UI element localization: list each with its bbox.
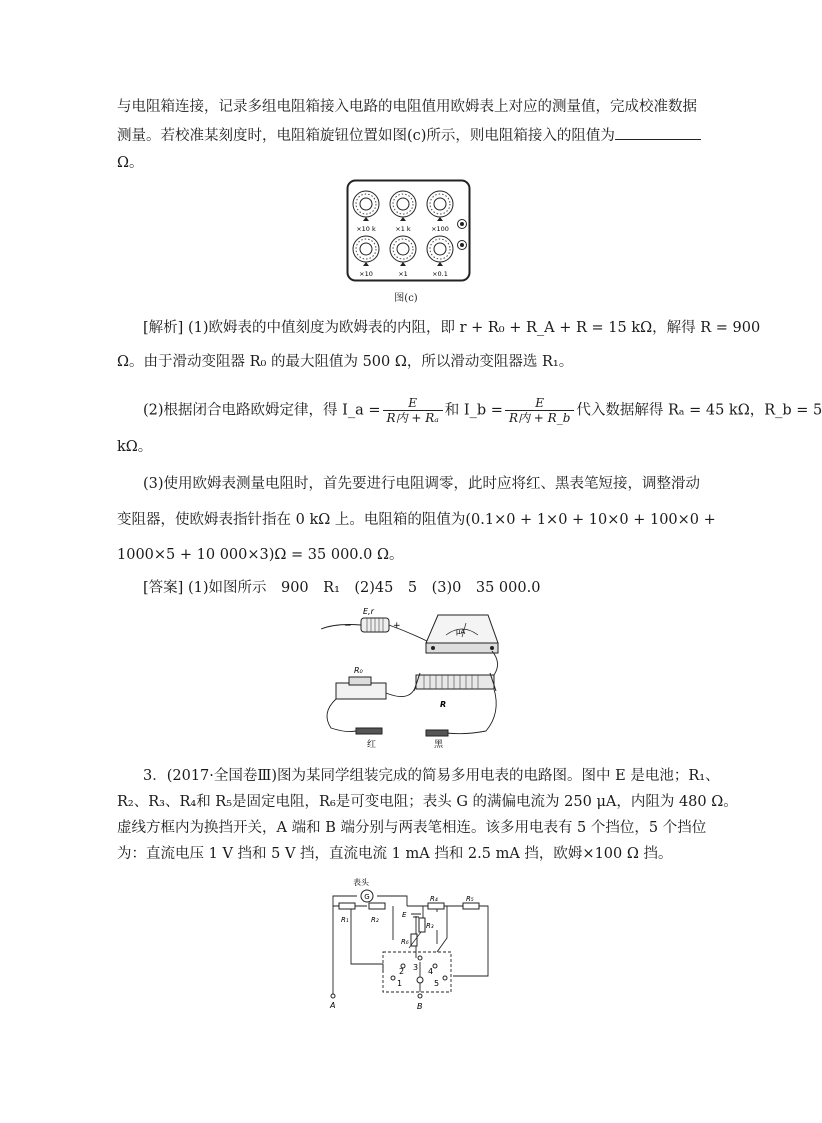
pos-1: 1 bbox=[397, 979, 403, 988]
terminal-b bbox=[418, 994, 422, 998]
rheostat-r-icon bbox=[414, 673, 496, 691]
fraction-ia-num: E bbox=[383, 396, 443, 411]
q3-line2: R₂、R₃、R₄和 R₅是固定电阻，R₆是可变电阻；表头 G 的满偏电流为 250 μA，内阻为 480 Ω。 bbox=[117, 794, 738, 810]
intro-line-1: 与电阻箱连接，记录多组电阻箱接入电路的电阻值用欧姆表上对应的测量值，完成校准数据 bbox=[117, 99, 697, 115]
battery-label: E,r bbox=[363, 607, 374, 616]
resistor-r1 bbox=[339, 903, 355, 909]
fraction-ib-den: R内 + R_b bbox=[508, 411, 571, 425]
meter-label: μA bbox=[456, 628, 466, 636]
answer-blank bbox=[615, 125, 701, 140]
g-label: G bbox=[364, 893, 370, 901]
answer-text: (1)如图所示 900 R₁ (2)45 5 (3)0 35 000.0 bbox=[187, 580, 541, 596]
r5-label: R₅ bbox=[466, 895, 474, 903]
e-label: E bbox=[402, 911, 407, 919]
analysis-p1-line1 bbox=[143, 318, 761, 338]
analysis-p2-line2: kΩ。 bbox=[117, 439, 153, 455]
resistor-r4 bbox=[428, 903, 444, 909]
q3-line3: 虚线方框内为换挡开关，A 端和 B 端分别与两表笔相连。该多用电表有 5 个挡位，5 个挡位 bbox=[117, 820, 707, 836]
label-x1: ×1 bbox=[398, 270, 408, 278]
r-label: R bbox=[440, 700, 447, 709]
knob-row-2 bbox=[353, 236, 453, 266]
intro-line-2-text: 测量。若校准某刻度时，电阻箱旋钮位置如图(c)所示，则电阻箱接入的阻值为 bbox=[117, 128, 615, 144]
analysis-p1-line2: Ω。由于滑动变阻器 R₀ 的最大阻值为 500 Ω，所以滑动变阻器选 R₁。 bbox=[117, 354, 574, 370]
terminal-1 bbox=[458, 220, 467, 229]
pos-3: 3 bbox=[413, 963, 419, 972]
battery-minus: − bbox=[344, 621, 352, 631]
circuit-photo-figure bbox=[316, 603, 502, 749]
a-label: A bbox=[330, 1001, 336, 1010]
pos-4: 4 bbox=[428, 967, 434, 976]
pos-5: 5 bbox=[434, 979, 440, 988]
intro-line-3: Ω。 bbox=[117, 155, 144, 171]
resistor-r5 bbox=[463, 903, 479, 909]
b-label: B bbox=[417, 1002, 423, 1011]
r0-label: R₀ bbox=[354, 666, 363, 675]
label-x10: ×10 bbox=[359, 270, 373, 278]
answer-line bbox=[143, 578, 713, 598]
intro-line-2 bbox=[117, 125, 687, 146]
multimeter-circuit-diagram bbox=[325, 872, 495, 1012]
knob-row-1 bbox=[353, 191, 453, 221]
analysis-p3-line3: 1000×5 + 10 000×3)Ω = 35 000.0 Ω。 bbox=[117, 547, 404, 563]
label-x1k: ×1 k bbox=[395, 225, 411, 233]
pos-2: 2 bbox=[399, 967, 405, 976]
r4-label: R₄ bbox=[430, 895, 438, 903]
fraction-ia bbox=[383, 396, 443, 425]
terminal-a bbox=[331, 994, 335, 998]
terminal-2 bbox=[458, 241, 467, 250]
battery-icon bbox=[361, 618, 389, 632]
r6-label: R₆ bbox=[401, 938, 409, 946]
analysis-p1-text: (1)欧姆表的中值刻度为欧姆表的内阻，即 r + R₀ + R_A + R = 15 kΩ，解得 R = 900 bbox=[187, 320, 761, 336]
r1-label: R₁ bbox=[341, 916, 349, 924]
battery-e bbox=[411, 914, 421, 917]
analysis-p3-line1: (3)使用欧姆表测量电阻时，首先要进行电阻调零，此时应将红、黑表笔短接，调整滑动 bbox=[143, 476, 701, 492]
fraction-ia-den: R内 + Rₐ bbox=[386, 411, 439, 425]
resistor-r3 bbox=[419, 918, 425, 932]
fraction-ib-num: E bbox=[505, 396, 574, 411]
red-label: 红 bbox=[367, 740, 377, 750]
variable-resistor-r6 bbox=[409, 932, 421, 948]
label-x100: ×100 bbox=[431, 225, 449, 233]
p2-post: 代入数据解得 Rₐ = 45 kΩ，R_b = 5 bbox=[576, 402, 822, 419]
answer-tag: [答案] bbox=[143, 580, 184, 596]
battery-plus: + bbox=[393, 621, 401, 631]
analysis-tag: [解析] bbox=[143, 320, 184, 336]
p2-pre: (2)根据闭合电路欧姆定律，得 I_a = bbox=[143, 402, 381, 419]
r2-label: R₂ bbox=[371, 916, 379, 924]
meter-title: 表头 bbox=[353, 878, 369, 887]
label-x10k: ×10 k bbox=[356, 225, 376, 233]
black-label: 黑 bbox=[434, 740, 444, 750]
analysis-p2-line1 bbox=[143, 396, 822, 425]
r3-label: R₃ bbox=[426, 922, 434, 930]
q3-line4: 为：直流电压 1 V 挡和 5 V 挡，直流电流 1 mA 挡和 2.5 mA 挡，欧姆×100 Ω 挡。 bbox=[117, 846, 673, 862]
red-probe-icon bbox=[356, 728, 382, 734]
q3-line1: 3．(2017·全国卷Ⅲ)图为某同学组装完成的简易多用电表的电路图。图中 E 是电池；R₁、 bbox=[143, 768, 720, 784]
figure-c-caption: 图(c) bbox=[394, 293, 418, 304]
black-probe-icon bbox=[426, 730, 448, 736]
p2-mid: 和 I_b = bbox=[444, 402, 503, 419]
resistor-r2 bbox=[369, 903, 385, 909]
analysis-p3-line2: 变阻器，使欧姆表指针指在 0 kΩ 上。电阻箱的阻值为(0.1×0 + 1×0 + 10×0 + 100×0 + bbox=[117, 512, 716, 528]
label-x0-1: ×0.1 bbox=[432, 270, 448, 278]
fraction-ib bbox=[505, 396, 574, 425]
resistance-box-figure bbox=[346, 179, 471, 284]
rheostat-r0-icon bbox=[336, 677, 386, 699]
